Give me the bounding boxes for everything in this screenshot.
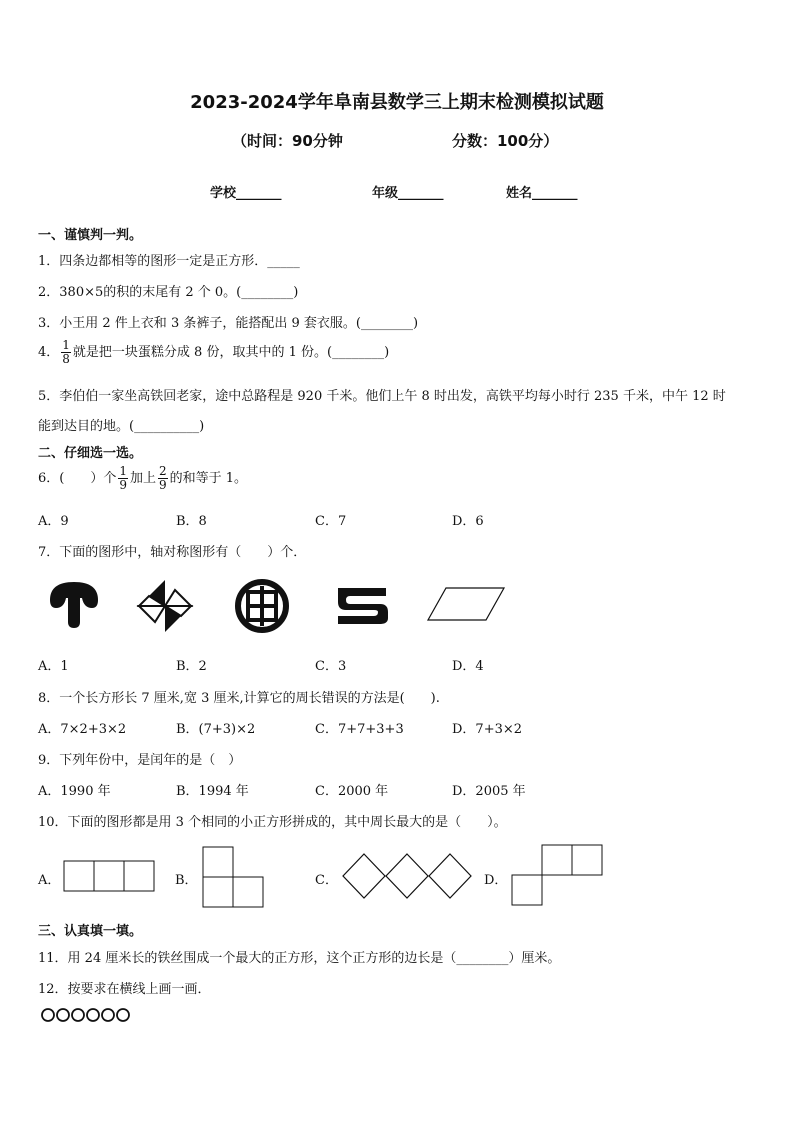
six-circles-icon xyxy=(40,1005,136,1025)
q9-option-b[interactable]: B．1994 年 xyxy=(176,784,249,799)
fraction-one-eighth xyxy=(61,339,71,366)
l-shape-squares-icon xyxy=(202,846,266,908)
question-6-prefix: 6．( ）个 xyxy=(38,471,117,486)
fraction-denominator: 9 xyxy=(159,478,167,492)
question-6-mid: 加上 xyxy=(129,471,156,486)
q10-option-a[interactable]: A． xyxy=(38,873,61,888)
bank-logo-icon xyxy=(234,578,290,634)
fraction-numerator: 1 xyxy=(62,338,70,352)
fraction-one-ninth xyxy=(118,465,128,492)
question-5-line-2: 能到达目的地。(__________) xyxy=(38,419,205,434)
question-4-number: 4． xyxy=(38,345,60,360)
exam-time: （时间：90分钟 xyxy=(232,132,343,150)
question-9: 9．下列年份中，是闰年的是（ ） xyxy=(38,753,242,768)
anchor-like-logo-icon xyxy=(48,578,100,630)
q9-option-a[interactable]: A．1990 年 xyxy=(38,784,111,799)
section-3-heading: 三、认真填一填。 xyxy=(38,924,143,939)
pinwheel-icon xyxy=(136,578,194,634)
q8-option-c[interactable]: C．7+7+3+3 xyxy=(315,722,404,737)
section-2-heading: 二、仔细选一选。 xyxy=(38,446,143,461)
q10-option-d[interactable]: D． xyxy=(484,873,508,888)
question-1: 1．四条边都相等的图形一定是正方形．_____ xyxy=(38,254,300,269)
question-4 xyxy=(38,339,389,366)
grade-field: 年级_______ xyxy=(372,186,444,201)
q6-option-c[interactable]: C．7 xyxy=(315,514,347,529)
question-7: 7．下面的图形中，轴对称图形有（ ）个． xyxy=(38,545,307,560)
q7-option-c[interactable]: C．3 xyxy=(315,659,347,674)
question-2: 2．380×5的积的末尾有 2 个 0。(________) xyxy=(38,285,299,300)
question-5-line-1: 5．李伯伯一家坐高铁回老家，途中总路程是 920 千米。他们上午 8 时出发，高铁平均每小时行 235 千米，中午 12 时 xyxy=(38,389,726,404)
s-shaped-logo-icon xyxy=(334,582,390,628)
question-10: 10．下面的图形都是用 3 个相同的小正方形拼成的，其中周长最大的是（ ）。 xyxy=(38,815,507,830)
fraction-denominator: 8 xyxy=(62,352,70,366)
question-12: 12．按要求在横线上画一画． xyxy=(38,982,211,997)
fraction-two-ninths xyxy=(158,465,168,492)
q7-option-b[interactable]: B．2 xyxy=(176,659,207,674)
q10-option-b[interactable]: B． xyxy=(175,873,198,888)
q10-option-c[interactable]: C． xyxy=(315,873,338,888)
q6-option-b[interactable]: B．8 xyxy=(176,514,207,529)
q8-option-d[interactable]: D．7+3×2 xyxy=(452,722,523,737)
question-6 xyxy=(38,465,247,492)
q7-option-a[interactable]: A．1 xyxy=(38,659,69,674)
question-4-text: 就是把一块蛋糕分成 8 份，取其中的 1 份。(________) xyxy=(72,345,390,360)
q6-option-d[interactable]: D．6 xyxy=(452,514,484,529)
fraction-numerator: 1 xyxy=(119,464,127,478)
q6-option-a[interactable]: A．9 xyxy=(38,514,69,529)
diamond-squares-icon xyxy=(341,852,475,900)
fraction-numerator: 2 xyxy=(159,464,167,478)
section-1-heading: 一、谨慎判一判。 xyxy=(38,228,143,243)
fraction-denominator: 9 xyxy=(119,478,127,492)
question-11: 11．用 24 厘米长的铁丝围成一个最大的正方形，这个正方形的边长是（________）厘米。 xyxy=(38,951,561,966)
q7-option-d[interactable]: D．4 xyxy=(452,659,484,674)
question-8: 8．一个长方形长 7 厘米,宽 3 厘米,计算它的周长错误的方法是( ). xyxy=(38,691,440,706)
q9-option-d[interactable]: D．2005 年 xyxy=(452,784,526,799)
q9-option-c[interactable]: C．2000 年 xyxy=(315,784,389,799)
q8-option-b[interactable]: B．(7+3)×2 xyxy=(176,722,256,737)
step-shape-squares-icon xyxy=(511,844,607,908)
question-6-suffix: 的和等于 1。 xyxy=(169,471,248,486)
q8-option-a[interactable]: A．7×2+3×2 xyxy=(38,722,127,737)
three-squares-row-icon xyxy=(63,860,157,892)
exam-score: 分数：100分） xyxy=(452,132,559,150)
page-title: 2023-2024学年阜南县数学三上期末检测模拟试题 xyxy=(190,92,604,113)
question-3: 3．小王用 2 件上衣和 3 条裤子，能搭配出 9 套衣服。(________) xyxy=(38,316,419,331)
name-field: 姓名_______ xyxy=(506,186,578,201)
parallelogram-icon xyxy=(426,586,506,622)
school-field: 学校_______ xyxy=(210,186,282,201)
